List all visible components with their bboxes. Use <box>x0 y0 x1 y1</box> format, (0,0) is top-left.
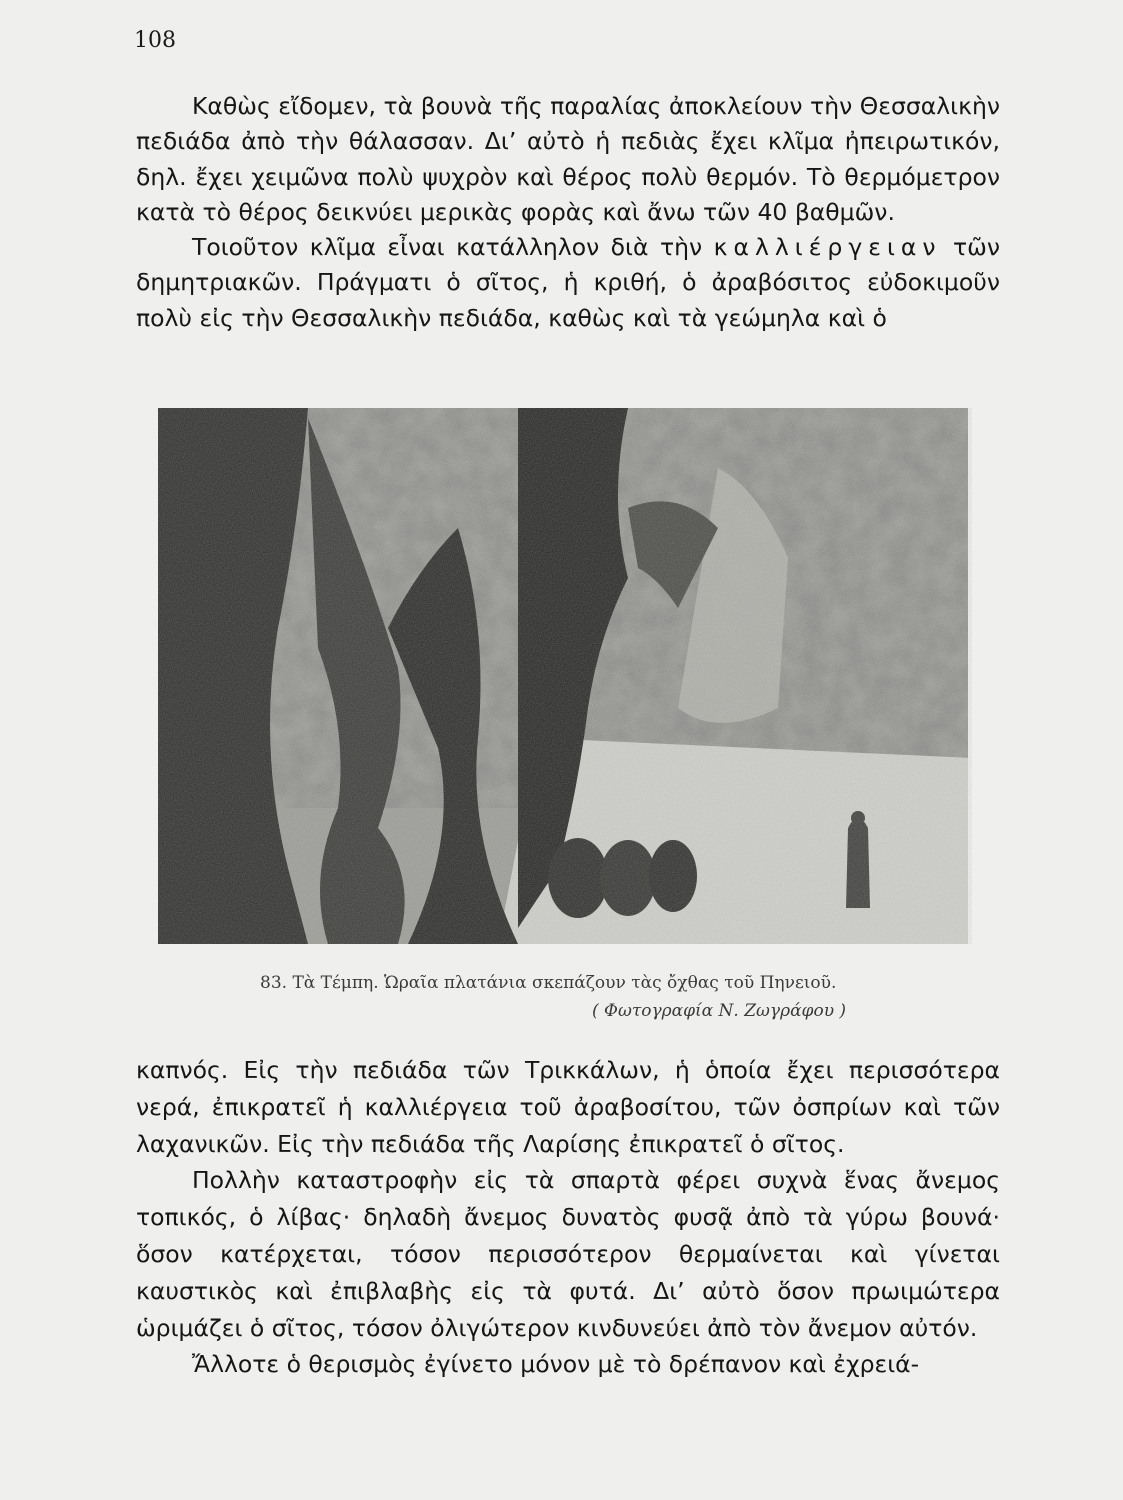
photo-grain <box>158 408 972 944</box>
figure-credit: ( Φωτογραφία Ν. Ζωγράφου ) <box>592 1001 847 1021</box>
page-number: 108 <box>134 28 176 53</box>
spaced-word-kalliergeian: καλλιέργειαν <box>713 233 942 262</box>
paragraph-cultivation <box>136 230 1000 336</box>
figure-caption: 83. Τὰ Τέμπη. Ὡραῖα πλατάνια σκεπάζουν τὰς ὄχθας τοῦ Πηνειοῦ. <box>260 973 837 993</box>
bottom-text-block <box>136 1052 1000 1383</box>
paragraph-livas-wind: Πολλὴν καταστροφὴν εἰς τὰ σπαρτὰ φέρει συχνὰ ἕνας ἄνεμος τοπικός, ὁ λίβας· δηλαδὴ ἄνεμος δυνατὸς φυσᾷ ἀπὸ τὰ γύρω βουνά· ὅσον κατέρχεται, τόσον περισσότερον θερμαίνεται καὶ γίνεται καυστικὸς καὶ ἐπιβλαβὴς εἰς τὰ φυτά. Δι’ αὐτὸ ὅσον πρωιμώτερα ὡριμάζει ὁ σῖτος, τόσον ὀλιγώτερον κινδυνεύει ἀπὸ τὸν ἄνεμον αὐτόν. <box>136 1166 1000 1342</box>
paragraph-climate: Καθὼς εἴδομεν, τὰ βουνὰ τῆς παραλίας ἀποκλείουν τὴν Θεσσαλικὴν πεδιάδα ἀπὸ τὴν θάλασσαν. Δι’ αὐτὸ ἡ πεδιὰς ἔχει κλῖμα ἠπειρωτικόν, δηλ. ἔχει χειμῶνα πολὺ ψυχρὸν καὶ θέρος πολὺ θερμόν. Τὸ θερμόμετρον κατὰ τὸ θέρος δεικνύει μερικὰς φορὰς καὶ ἄνω τῶν 40 βαθμῶν. <box>136 92 1000 226</box>
paragraph-trikala: καπνός. Εἰς τὴν πεδιάδα τῶν Τρικκάλων, ἡ ὁποία ἔχει περισσότερα νερά, ἐπικρατεῖ ἡ καλλιέργεια τοῦ ἀραβοσίτου, τῶν ὀσπρίων καὶ τῶν λαχανικῶν. Εἰς τὴν πεδιάδα τῆς Λαρίσης ἐπικρατεῖ ὁ σῖτος. <box>136 1056 1000 1158</box>
tempi-photograph-drawing <box>158 408 972 944</box>
tempi-photograph <box>158 408 972 944</box>
paragraph-cultivation-start: Τοιοῦτον κλῖμα εἶναι κατάλληλον διὰ τὴν <box>192 233 703 262</box>
paragraph-cultivation-end: τῶν δημητριακῶν. Πράγματι ὁ σῖτος, ἡ κριθή, ὁ ἀραβόσιτος εὐδοκιμοῦν πολὺ εἰς τὴν Θεσσαλικὴν πεδιάδα, καθὼς καὶ τὰ γεώμηλα καὶ ὁ <box>136 233 1000 332</box>
top-text-block <box>136 89 1000 336</box>
paragraph-harvest: Ἄλλοτε ὁ θερισμὸς ἐγίνετο μόνον μὲ τὸ δρέπανον καὶ ἐχρειά- <box>192 1350 920 1379</box>
